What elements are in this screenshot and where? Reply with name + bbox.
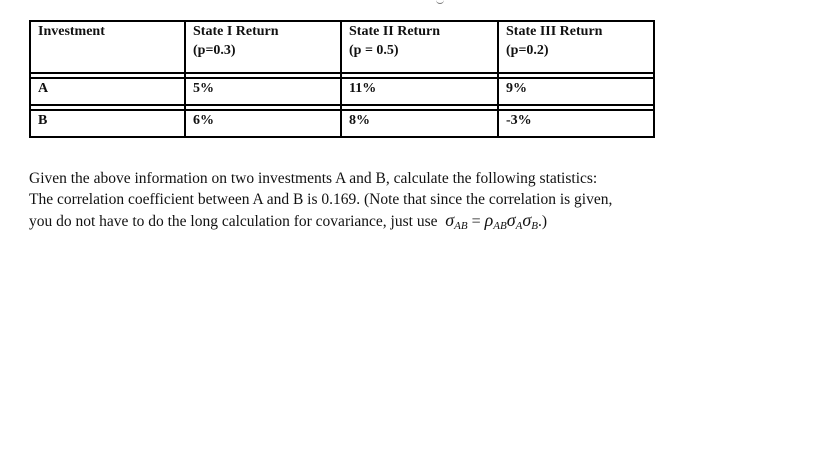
paragraph-line: The correlation coefficient between A and B is 0.169. (Note that since the correlation is given, [29, 191, 613, 208]
header-line2: (p=0.2) [506, 43, 549, 58]
table-cell: 8% [341, 110, 498, 137]
question-paragraph [29, 168, 659, 237]
subscript: A [515, 220, 523, 232]
paragraph-line [29, 210, 659, 237]
header-line1: State I Return [193, 24, 279, 39]
table-row [30, 78, 654, 105]
table-cell: 6% [185, 110, 341, 137]
header-line2: (p = 0.5) [349, 43, 399, 58]
page-fragment-mark [436, 0, 444, 4]
table-cell: 5% [185, 78, 341, 105]
investment-returns-table [29, 20, 655, 138]
rho-symbol: ρ [484, 210, 494, 230]
row-label: B [30, 110, 185, 137]
formula-suffix: .) [537, 213, 547, 230]
header-line2: (p=0.3) [193, 43, 236, 58]
header-line1: State III Return [506, 24, 603, 39]
sigma-symbol: σ [522, 210, 532, 230]
table-cell: 9% [498, 78, 654, 105]
header-line1: State II Return [349, 24, 440, 39]
covariance-formula [441, 210, 547, 232]
paragraph-line: Given the above information on two investments A and B, calculate the following statistics: [29, 170, 598, 187]
table-cell: -3% [498, 110, 654, 137]
header-line1: Investment [38, 24, 105, 39]
sigma-symbol: σ [506, 210, 516, 230]
table-cell: 11% [341, 78, 498, 105]
table-row [30, 110, 654, 137]
subscript: AB [454, 220, 468, 232]
equals-sign: = [471, 213, 481, 230]
paragraph-line-text: you do not have to do the long calculation for covariance, just use [29, 213, 438, 230]
header-cell-state-3 [498, 21, 654, 73]
sigma-symbol: σ [445, 210, 455, 230]
table-header-row [30, 21, 654, 73]
row-label: A [30, 78, 185, 105]
header-cell-investment [30, 21, 185, 73]
subscript: AB [493, 220, 507, 232]
header-cell-state-1 [185, 21, 341, 73]
header-cell-state-2 [341, 21, 498, 73]
subscript: B [531, 220, 538, 232]
